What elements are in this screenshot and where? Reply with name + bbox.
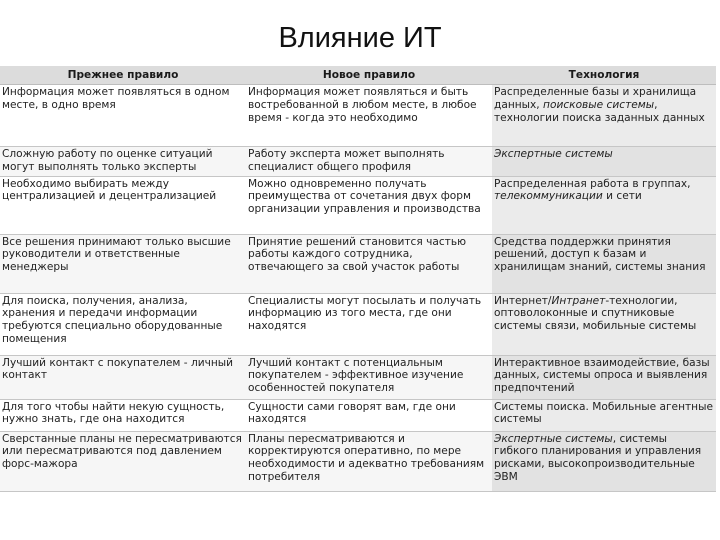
comparison-table-container — [0, 66, 716, 498]
technology-term-italic: Экспертные системы — [494, 432, 613, 445]
old-rule-cell: Для того чтобы найти некую сущность, нужно знать, где она находится — [0, 399, 246, 431]
technology-cell — [492, 355, 716, 399]
technology-term-italic: Интранет — [551, 294, 606, 307]
table-row — [0, 355, 716, 399]
technology-cell — [492, 85, 716, 147]
table-row — [0, 234, 716, 293]
table-row — [0, 399, 716, 431]
table-row — [0, 293, 716, 355]
slide-title: Влияние ИТ — [278, 22, 442, 54]
table-row — [0, 85, 716, 147]
old-rule-cell: Все решения принимают только высшие руководители и ответственные менеджеры — [0, 234, 246, 293]
new-rule-cell: Планы пересматриваются и корректируются оперативно, по мере необходимости и адекватно требованиям потребителя — [246, 431, 492, 491]
technology-text: Распределенные базы и хранилища данных, — [494, 86, 697, 111]
table-row — [0, 431, 716, 491]
old-rule-cell: Необходимо выбирать между централизацией и децентрализацией — [0, 176, 246, 234]
technology-text: Распределенная работа в группах, — [494, 177, 691, 190]
table-row — [0, 147, 716, 177]
old-rule-cell: Информация может появляться в одном месте, в одно время — [0, 85, 246, 147]
new-rule-cell: Можно одновременно получать преимущества от сочетания двух форм организации управления и производства — [246, 176, 492, 234]
old-rule-cell: Лучший контакт с покупателем - личный контакт — [0, 355, 246, 399]
technology-cell — [492, 293, 716, 355]
technology-text: Системы поиска. Мобильные агентные системы — [494, 400, 713, 426]
technology-cell — [492, 234, 716, 293]
table-header-row — [0, 66, 716, 85]
header-technology: Технология — [492, 66, 716, 85]
technology-cell — [492, 399, 716, 431]
header-new-rule: Новое правило — [246, 66, 492, 85]
new-rule-cell: Работу эксперта может выполнять специалист общего профиля — [246, 147, 492, 177]
technology-text: Средства поддержки принятия решений, доступ к базам и хранилищам знаний, системы знания — [494, 235, 706, 274]
old-rule-cell: Сверстанные планы не пересматриваются или пересматриваются под давлением форс-мажора — [0, 431, 246, 491]
technology-term-italic: телекоммуникации — [494, 190, 603, 203]
new-rule-cell: Специалисты могут посылать и получать информацию из того места, где они находятся — [246, 293, 492, 355]
technology-text: Интернет/ — [494, 294, 552, 307]
new-rule-cell: Сущности сами говорят вам, где они находятся — [246, 399, 492, 431]
technology-text: -технологии, оптоволоконные и спутниковые системы связи, мобильные системы — [494, 294, 697, 333]
old-rule-cell: Сложную работу по оценке ситуаций могут выполнять только эксперты — [0, 147, 246, 177]
technology-cell — [492, 176, 716, 234]
new-rule-cell: Лучший контакт с потенциальным покупателем - эффективное изучение особенностей покупателя — [246, 355, 492, 399]
technology-term-italic: Экспертные системы — [494, 148, 613, 160]
table-row — [0, 176, 716, 234]
technology-term-italic: поисковые системы — [543, 98, 655, 111]
technology-text: Интерактивное взаимодействие, базы данных, системы опроса и выявления предпочтений — [494, 356, 710, 395]
comparison-table — [0, 66, 716, 492]
technology-text: , системы гибкого планирования и управления рисками, высокопроизводительные ЭВМ — [494, 432, 702, 483]
technology-text: , технологии поиска заданных данных — [494, 98, 705, 124]
technology-text: и сети — [602, 190, 642, 203]
new-rule-cell: Принятие решений становится частью работы каждого сотрудника, отвечающего за свой участок работы — [246, 234, 492, 293]
technology-cell — [492, 147, 716, 177]
technology-cell — [492, 431, 716, 491]
header-old-rule: Прежнее правило — [0, 66, 246, 85]
new-rule-cell: Информация может появляться и быть востребованной в любом месте, в любое время - когда это необходимо — [246, 85, 492, 147]
old-rule-cell: Для поиска, получения, анализа, хранения и передачи информации требуются специально оборудованные помещения — [0, 293, 246, 355]
